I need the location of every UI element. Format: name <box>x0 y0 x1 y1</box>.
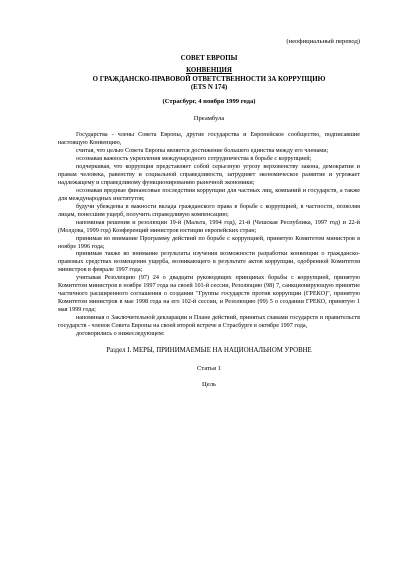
preamble-paragraph: договорились о нижеследующем: <box>76 330 165 338</box>
preamble-heading: Преамбула <box>193 115 225 123</box>
section-heading: Раздел I. МЕРЫ, ПРИНИМАЕМЫЕ НА НАЦИОНАЛЬНОМ УРОВНЕ <box>106 346 312 354</box>
preamble-paragraph: напоминая решения и резолюции 19-й (Мальта, 1994 год), 21-й (Чешская Республика, 1997 год) и 22-й (Молдова, 1999 год) Конференций министров юстиции европейских стран; <box>58 218 360 234</box>
convention-subtitle: О ГРАЖДАНСКО-ПРАВОВОЙ ОТВЕТСТВЕННОСТИ ЗА КОРРУПЦИЮ <box>92 75 326 83</box>
preamble-paragraph: принимая во внимание Программу действий по борьбе с коррупцией, принятую Комитетом министров в ноябре 1996 года; <box>58 234 360 250</box>
preamble-paragraph: напоминая о Заключительной декларации и Плане действий, принятых главами государств и правительств государств - членов Совета Европы на своей второй встрече в Страсбурге в октябре 1997 года, <box>58 314 360 330</box>
article-heading: Статья 1 <box>197 364 221 372</box>
preamble-paragraph: учитывая Резолюцию (97) 24 о двадцати руководящих принципах борьбы с коррупцией, принятую Комитетом министров в ноябре 1997 года на своей 101-й сессии, Резолюцию (98) 7, санкционирующую принятие частичного расширенного соглашения о создании "Группы государств против коррупции (ГРЕКО)", принятую Комитетом министров в мае 1998 года на его 102-й сессии, и Резолюцию (99) 5 о создании ГРЕКО, принятую 1 мая 1999 года; <box>58 274 360 314</box>
preamble-paragraph: Государства - члены Совета Европы, другие государства и Европейское сообщество, подписавшие настоящую Конвенцию, <box>58 131 360 147</box>
preamble-paragraph: принимая также во внимание результаты изучения возможности разработки конвенции о гражданско-правовых средствах возмещения ущерба, возникающего в результате актов коррупции, одобренной Комитетом министров в феврале 1997 года; <box>58 250 360 274</box>
preamble-paragraph: осознавая вредные финансовые последствия коррупции для частных лиц, компаний и государств, а также для международных институтов; <box>58 186 360 202</box>
organization-name: СОВЕТ ЕВРОПЫ <box>180 55 238 62</box>
convention-title: КОНВЕНЦИЯ <box>186 67 232 75</box>
place-and-date: (Страсбург, 4 ноября 1999 года) <box>162 98 256 106</box>
article-subject: Цель <box>202 380 216 388</box>
convention-number: (ETS N 174) <box>190 83 228 91</box>
preamble-paragraph: осознавая важность укрепления международного сотрудничества в борьбе с коррупцией; <box>76 155 312 163</box>
preamble-paragraph: будучи убеждены в важности вклада гражданского права в борьбе с коррупцией, в частности, позволяя лицам, понесшим ущерб, получить справедливую компенсацию; <box>58 202 360 218</box>
translation-note: (неофициальный перевод) <box>286 38 360 45</box>
preamble-paragraph: подчеркивая, что коррупция представляет собой серьезную угрозу верховенству закона, демократии и правам человека, равенству и социальной справедливости, затрудняет экономическое развитие и угрожает надлежащему и справедливому функционированию рыночной экономики; <box>58 163 360 186</box>
preamble-paragraph: считая, что целью Совета Европы является достижение большего единства между его членами; <box>76 147 329 155</box>
preamble-body <box>58 131 360 338</box>
